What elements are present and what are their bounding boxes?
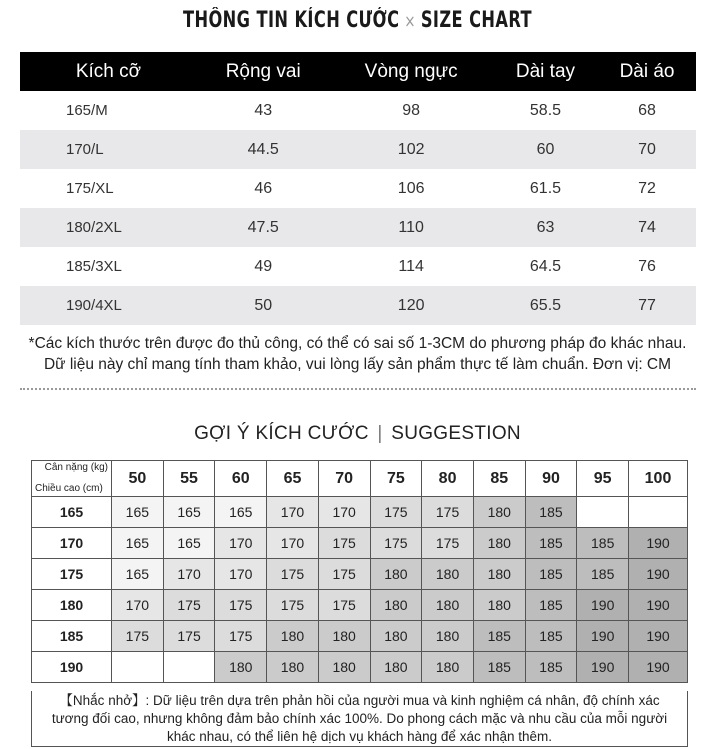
size-cell: 185	[577, 528, 629, 559]
cell: 106	[397, 179, 425, 197]
size-cell: 185	[525, 652, 577, 683]
note-line: tương đối cao, nhưng không đảm bảo chính xác 100%. Do phong cách mặc và nhu cầu của mỗi người	[51, 711, 668, 726]
reminder-note	[31, 691, 688, 747]
size-cell: 190	[629, 652, 688, 683]
cell: 65.5	[493, 286, 598, 325]
table-row	[20, 169, 696, 208]
size-cell: 180	[370, 652, 422, 683]
size-cell	[163, 652, 215, 683]
height-header-cell: 165	[32, 497, 112, 528]
height-header-cell: 175	[32, 559, 112, 590]
cell: 102	[329, 130, 492, 169]
size-cell: 180	[422, 559, 474, 590]
cell: 120	[329, 286, 492, 325]
cell: 175/XL	[66, 180, 114, 197]
size-cell: 165	[112, 559, 164, 590]
cell: 170/L	[20, 130, 197, 169]
cell: 74	[598, 208, 696, 247]
note-line: khác nhau, có thể liên hệ dịch vụ khách hàng để xác nhận thêm.	[166, 729, 552, 744]
size-cell: 180	[370, 559, 422, 590]
size-cell: 185	[577, 559, 629, 590]
size-cell: 185	[525, 590, 577, 621]
size-chart-title	[64, 8, 650, 33]
cell: 44.5	[197, 130, 329, 169]
cell: 60	[493, 130, 598, 169]
size-cell: 180	[473, 497, 525, 528]
table-row	[20, 286, 696, 325]
corner-height-label: Chiều cao (cm)	[35, 483, 103, 494]
cell: 58.5	[529, 101, 562, 119]
size-cell: 175	[267, 590, 319, 621]
size-cell: 180	[473, 528, 525, 559]
size-cell: 170	[215, 528, 267, 559]
weight-header-cell: 70	[318, 461, 370, 497]
size-table-header	[20, 52, 696, 91]
size-cell: 165	[215, 497, 267, 528]
measurement-note	[0, 333, 715, 375]
size-cell: 165	[112, 528, 164, 559]
size-cell: 165	[163, 497, 215, 528]
cell: 68	[638, 101, 656, 119]
cell: 64.5	[529, 257, 562, 275]
size-cell: 185	[525, 528, 577, 559]
suggestion-separator: |	[377, 423, 383, 444]
title-vi: THÔNG TIN KÍCH CƯỚC	[183, 8, 400, 33]
cell: 190/4XL	[20, 286, 197, 325]
size-cell: 190	[629, 528, 688, 559]
size-cell: 180	[370, 621, 422, 652]
size-cell	[629, 497, 688, 528]
table-row	[20, 130, 696, 169]
size-cell: 170	[267, 497, 319, 528]
size-cell: 185	[525, 621, 577, 652]
cell: 47.5	[197, 208, 329, 247]
size-cell: 170	[267, 528, 319, 559]
size-cell: 190	[577, 621, 629, 652]
size-cell: 180	[473, 559, 525, 590]
suggestion-title-en: SUGGESTION	[391, 423, 521, 444]
height-header-cell: 180	[32, 590, 112, 621]
size-cell: 175	[422, 528, 474, 559]
size-cell: 175	[370, 497, 422, 528]
size-cell: 180	[318, 621, 370, 652]
note-line: *Các kích thước trên được đo thủ công, có thể có sai số 1-3CM do phương pháp đo khác nhau.	[28, 335, 687, 352]
size-cell: 175	[318, 559, 370, 590]
table-corner	[32, 461, 112, 497]
size-cell: 190	[629, 590, 688, 621]
size-cell: 180	[267, 621, 319, 652]
size-cell: 175	[422, 497, 474, 528]
weight-header-cell: 85	[473, 461, 525, 497]
size-cell: 180	[422, 652, 474, 683]
size-cell: 185	[473, 621, 525, 652]
size-cell: 175	[163, 590, 215, 621]
table-row	[32, 590, 688, 621]
cell: 61.5	[529, 179, 562, 197]
table-row	[32, 559, 688, 590]
size-cell: 180	[318, 652, 370, 683]
size-cell: 180	[370, 590, 422, 621]
size-cell: 190	[577, 652, 629, 683]
size-cell: 170	[163, 559, 215, 590]
note-line: 【Nhắc nhở】: Dữ liệu trên dựa trên phản hồi của người mua và kinh nghiệm cá nhân, độ chính xác	[59, 693, 660, 708]
table-row	[32, 497, 688, 528]
weight-header-row	[32, 461, 688, 497]
size-cell: 175	[215, 621, 267, 652]
weight-header-cell: 50	[112, 461, 164, 497]
size-cell: 175	[318, 528, 370, 559]
size-cell: 180	[422, 621, 474, 652]
table-row	[20, 247, 696, 286]
cell: 63	[493, 208, 598, 247]
col-sleeve: Dài tay	[493, 52, 598, 91]
col-shoulder: Rộng vai	[197, 52, 329, 91]
cell: 180/2XL	[20, 208, 197, 247]
size-cell: 175	[215, 590, 267, 621]
size-cell: 175	[112, 621, 164, 652]
table-row	[32, 621, 688, 652]
size-cell: 175	[267, 559, 319, 590]
table-row	[32, 652, 688, 683]
table-row	[20, 208, 696, 247]
size-cell: 170	[318, 497, 370, 528]
size-cell	[112, 652, 164, 683]
size-cell: 170	[112, 590, 164, 621]
weight-header-cell: 100	[629, 461, 688, 497]
cell: 185/3XL	[66, 258, 122, 275]
size-cell: 180	[267, 652, 319, 683]
size-cell: 170	[215, 559, 267, 590]
height-header-cell: 190	[32, 652, 112, 683]
weight-header-cell: 95	[577, 461, 629, 497]
size-cell: 175	[370, 528, 422, 559]
weight-header-cell: 80	[422, 461, 474, 497]
cell: 77	[598, 286, 696, 325]
size-table	[20, 52, 696, 325]
title-en: SIZE CHART	[420, 8, 532, 33]
size-cell: 175	[163, 621, 215, 652]
col-chest: Vòng ngực	[329, 52, 492, 91]
title-separator: ×	[404, 11, 416, 32]
size-cell: 185	[525, 497, 577, 528]
note-line: Dữ liệu này chỉ mang tính tham khảo, vui lòng lấy sản phẩm thực tế làm chuẩn. Đơn vị: CM	[43, 356, 672, 373]
cell: 46	[254, 179, 273, 197]
size-cell: 190	[629, 559, 688, 590]
size-cell: 190	[577, 590, 629, 621]
weight-header-cell: 75	[370, 461, 422, 497]
cell: 50	[197, 286, 329, 325]
size-cell	[577, 497, 629, 528]
corner-weight-label: Cân nặng (kg)	[44, 462, 108, 473]
cell: 98	[402, 101, 421, 119]
size-cell: 190	[629, 621, 688, 652]
suggestion-title-vi: GỢI Ý KÍCH CƯỚC	[194, 423, 369, 444]
cell: 70	[598, 130, 696, 169]
suggestion-title	[0, 423, 715, 445]
size-cell: 175	[318, 590, 370, 621]
cell: 49	[254, 257, 273, 275]
col-size: Kích cỡ	[20, 52, 197, 91]
cell: 165/M	[66, 102, 108, 119]
weight-header-cell: 55	[163, 461, 215, 497]
cell: 43	[254, 101, 273, 119]
cell: 76	[638, 257, 656, 275]
weight-header-cell: 60	[215, 461, 267, 497]
weight-header-cell: 65	[267, 461, 319, 497]
size-cell: 165	[163, 528, 215, 559]
height-header-cell: 185	[32, 621, 112, 652]
table-row	[32, 528, 688, 559]
size-cell: 180	[422, 590, 474, 621]
size-cell: 185	[525, 559, 577, 590]
size-cell: 180	[215, 652, 267, 683]
size-cell: 185	[473, 652, 525, 683]
cell: 110	[329, 208, 492, 247]
col-length: Dài áo	[598, 52, 696, 91]
table-row	[20, 91, 696, 130]
height-header-cell: 170	[32, 528, 112, 559]
weight-header-cell: 90	[525, 461, 577, 497]
suggestion-table	[31, 460, 688, 683]
cell: 114	[398, 257, 424, 275]
cell: 72	[638, 179, 656, 197]
dotted-divider	[20, 388, 696, 390]
size-cell: 180	[473, 590, 525, 621]
size-cell: 165	[112, 497, 164, 528]
